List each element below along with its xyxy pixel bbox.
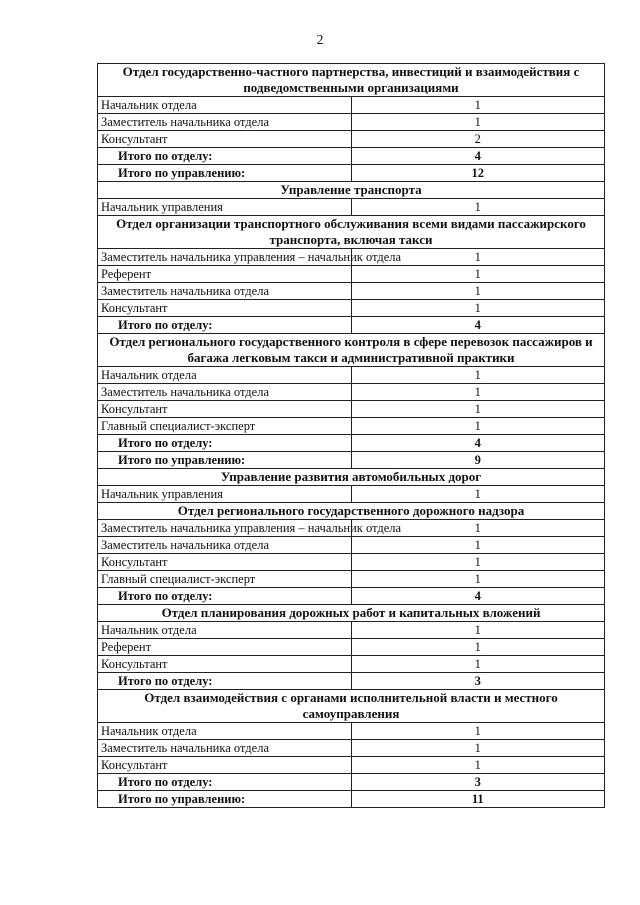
total-row — [98, 452, 605, 469]
position-name: Референт — [98, 639, 352, 656]
total-row — [98, 673, 605, 690]
section-header-row — [98, 216, 605, 249]
total-label: Итого по отделу: — [98, 435, 352, 452]
position-row — [98, 401, 605, 418]
position-row — [98, 740, 605, 757]
position-row — [98, 757, 605, 774]
position-row — [98, 723, 605, 740]
staffing-table — [97, 63, 605, 808]
position-name: Заместитель начальника управления – начальник отдела — [98, 520, 352, 537]
position-count: 1 — [351, 757, 605, 774]
position-count: 1 — [351, 520, 605, 537]
total-row — [98, 165, 605, 182]
position-row — [98, 554, 605, 571]
total-label: Итого по отделу: — [98, 774, 352, 791]
position-count: 1 — [351, 266, 605, 283]
position-row — [98, 571, 605, 588]
section-title: Отдел взаимодействия с органами исполнительной власти и местного самоуправления — [98, 690, 605, 723]
position-name: Референт — [98, 266, 352, 283]
total-row — [98, 148, 605, 165]
position-name: Заместитель начальника управления – начальник отдела — [98, 249, 352, 266]
position-count: 1 — [351, 249, 605, 266]
position-row — [98, 520, 605, 537]
position-name: Консультант — [98, 757, 352, 774]
section-header-row — [98, 605, 605, 622]
total-count: 3 — [351, 774, 605, 791]
total-count: 12 — [351, 165, 605, 182]
position-name: Заместитель начальника отдела — [98, 740, 352, 757]
position-name: Начальник управления — [98, 199, 352, 216]
total-label: Итого по отделу: — [98, 148, 352, 165]
total-label: Итого по управлению: — [98, 452, 352, 469]
position-count: 1 — [351, 367, 605, 384]
position-row — [98, 418, 605, 435]
total-label: Итого по отделу: — [98, 588, 352, 605]
section-title: Отдел организации транспортного обслуживания всеми видами пассажирского транспорта, включая такси — [98, 216, 605, 249]
total-count: 4 — [351, 317, 605, 334]
position-count: 1 — [351, 554, 605, 571]
position-count: 1 — [351, 639, 605, 656]
section-header-row — [98, 182, 605, 199]
total-row — [98, 774, 605, 791]
position-name: Консультант — [98, 401, 352, 418]
staffing-table-body — [98, 64, 605, 808]
position-name: Консультант — [98, 300, 352, 317]
position-count: 1 — [351, 622, 605, 639]
position-name: Начальник отдела — [98, 622, 352, 639]
total-label: Итого по отделу: — [98, 317, 352, 334]
position-count: 1 — [351, 740, 605, 757]
position-row — [98, 486, 605, 503]
section-title: Управление развития автомобильных дорог — [98, 469, 605, 486]
total-row — [98, 588, 605, 605]
total-count: 4 — [351, 148, 605, 165]
position-count: 1 — [351, 114, 605, 131]
section-title: Управление транспорта — [98, 182, 605, 199]
section-header-row — [98, 469, 605, 486]
total-row — [98, 791, 605, 808]
position-row — [98, 367, 605, 384]
total-count: 9 — [351, 452, 605, 469]
position-count: 1 — [351, 384, 605, 401]
section-header-row — [98, 64, 605, 97]
position-count: 1 — [351, 418, 605, 435]
section-title: Отдел планирования дорожных работ и капитальных вложений — [98, 605, 605, 622]
section-header-row — [98, 503, 605, 520]
position-name: Заместитель начальника отдела — [98, 114, 352, 131]
position-name: Заместитель начальника отдела — [98, 537, 352, 554]
position-row — [98, 131, 605, 148]
position-count: 1 — [351, 571, 605, 588]
position-name: Консультант — [98, 131, 352, 148]
position-row — [98, 266, 605, 283]
position-row — [98, 114, 605, 131]
position-row — [98, 300, 605, 317]
position-name: Главный специалист-эксперт — [98, 418, 352, 435]
position-count: 2 — [351, 131, 605, 148]
position-name: Заместитель начальника отдела — [98, 283, 352, 300]
position-name: Начальник отдела — [98, 97, 352, 114]
section-header-row — [98, 334, 605, 367]
position-row — [98, 384, 605, 401]
total-row — [98, 435, 605, 452]
position-name: Начальник управления — [98, 486, 352, 503]
position-row — [98, 249, 605, 266]
total-row — [98, 317, 605, 334]
total-label: Итого по отделу: — [98, 673, 352, 690]
total-label: Итого по управлению: — [98, 165, 352, 182]
total-count: 4 — [351, 435, 605, 452]
page-number: 2 — [316, 33, 324, 48]
total-count: 4 — [351, 588, 605, 605]
section-title: Отдел государственно-частного партнерства, инвестиций и взаимодействия с подведомственными организациями — [98, 64, 605, 97]
position-row — [98, 283, 605, 300]
section-title: Отдел регионального государственного дорожного надзора — [98, 503, 605, 520]
section-title: Отдел регионального государственного контроля в сфере перевозок пассажиров и багажа легковым такси и административной практики — [98, 334, 605, 367]
position-count: 1 — [351, 656, 605, 673]
position-name: Заместитель начальника отдела — [98, 384, 352, 401]
total-count: 3 — [351, 673, 605, 690]
position-row — [98, 656, 605, 673]
section-header-row — [98, 690, 605, 723]
position-name: Начальник отдела — [98, 367, 352, 384]
position-count: 1 — [351, 401, 605, 418]
position-name: Начальник отдела — [98, 723, 352, 740]
position-count: 1 — [351, 283, 605, 300]
total-count: 11 — [351, 791, 605, 808]
position-name: Консультант — [98, 656, 352, 673]
position-name: Консультант — [98, 554, 352, 571]
position-count: 1 — [351, 486, 605, 503]
position-row — [98, 199, 605, 216]
position-row — [98, 97, 605, 114]
position-count: 1 — [351, 300, 605, 317]
position-count: 1 — [351, 97, 605, 114]
position-row — [98, 622, 605, 639]
position-count: 1 — [351, 723, 605, 740]
position-row — [98, 639, 605, 656]
total-label: Итого по управлению: — [98, 791, 352, 808]
position-count: 1 — [351, 537, 605, 554]
position-count: 1 — [351, 199, 605, 216]
position-name: Главный специалист-эксперт — [98, 571, 352, 588]
position-row — [98, 537, 605, 554]
